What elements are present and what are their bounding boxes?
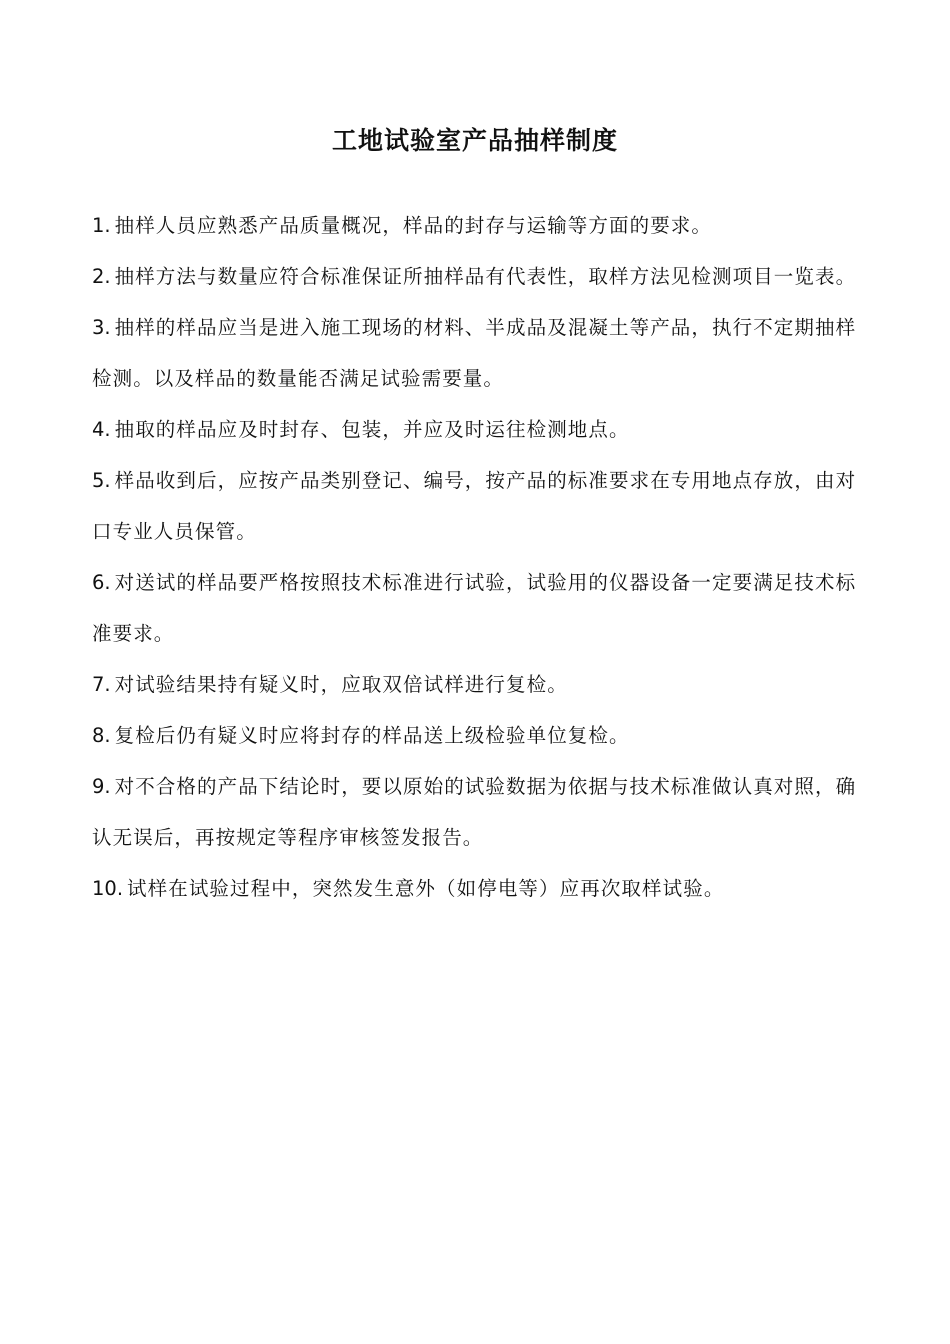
rule-text: 抽样人员应熟悉产品质量概况，样品的封存与运输等方面的要求。 xyxy=(114,214,713,237)
rule-item-1 xyxy=(92,200,868,251)
rule-number: 4. xyxy=(92,418,111,441)
rule-text: 样品收到后，应按产品类别登记、编号，按产品的标准要求在专用地点存放，由对口专业人员保管。 xyxy=(92,469,857,543)
rule-text: 抽取的样品应及时封存、包装，并应及时运往检测地点。 xyxy=(114,418,630,441)
rule-item-8 xyxy=(92,710,868,761)
rule-item-4 xyxy=(92,404,868,455)
rules-list xyxy=(92,200,868,914)
rule-item-6 xyxy=(92,557,868,659)
rule-number: 9. xyxy=(92,775,111,798)
document-title: 工地试验室产品抽样制度 xyxy=(331,125,618,155)
rule-text: 对不合格的产品下结论时，要以原始的试验数据为依据与技术标准做认真对照，确认无误后，再按规定等程序审核签发报告。 xyxy=(92,775,857,849)
rule-number: 7. xyxy=(92,673,111,696)
rule-number: 2. xyxy=(92,265,111,288)
rule-item-3 xyxy=(92,302,868,404)
rule-number: 3. xyxy=(92,316,111,339)
rule-number: 8. xyxy=(92,724,111,747)
rule-text: 试样在试验过程中，突然发生意外（如停电等）应再次取样试验。 xyxy=(127,877,725,900)
rule-item-2 xyxy=(92,251,868,302)
rule-item-9 xyxy=(92,761,868,863)
rule-number: 1. xyxy=(92,214,111,237)
rule-item-7 xyxy=(92,659,868,710)
rule-number: 10. xyxy=(92,877,124,900)
rule-text: 对送试的样品要严格按照技术标准进行试验，试验用的仪器设备一定要满足技术标准要求。 xyxy=(92,571,857,645)
rule-item-5 xyxy=(92,455,868,557)
rule-number: 5. xyxy=(92,469,111,492)
rule-text: 抽样的样品应当是进入施工现场的材料、半成品及混凝土等产品，执行不定期抽样检测。以及样品的数量能否满足试验需要量。 xyxy=(92,316,857,390)
rule-item-10 xyxy=(92,863,868,914)
rule-text: 对试验结果持有疑义时，应取双倍试样进行复检。 xyxy=(114,673,568,696)
rule-number: 6. xyxy=(92,571,111,594)
rule-text: 复检后仍有疑义时应将封存的样品送上级检验单位复检。 xyxy=(114,724,630,747)
rule-text: 抽样方法与数量应符合标准保证所抽样品有代表性，取样方法见检测项目一览表。 xyxy=(114,265,857,288)
